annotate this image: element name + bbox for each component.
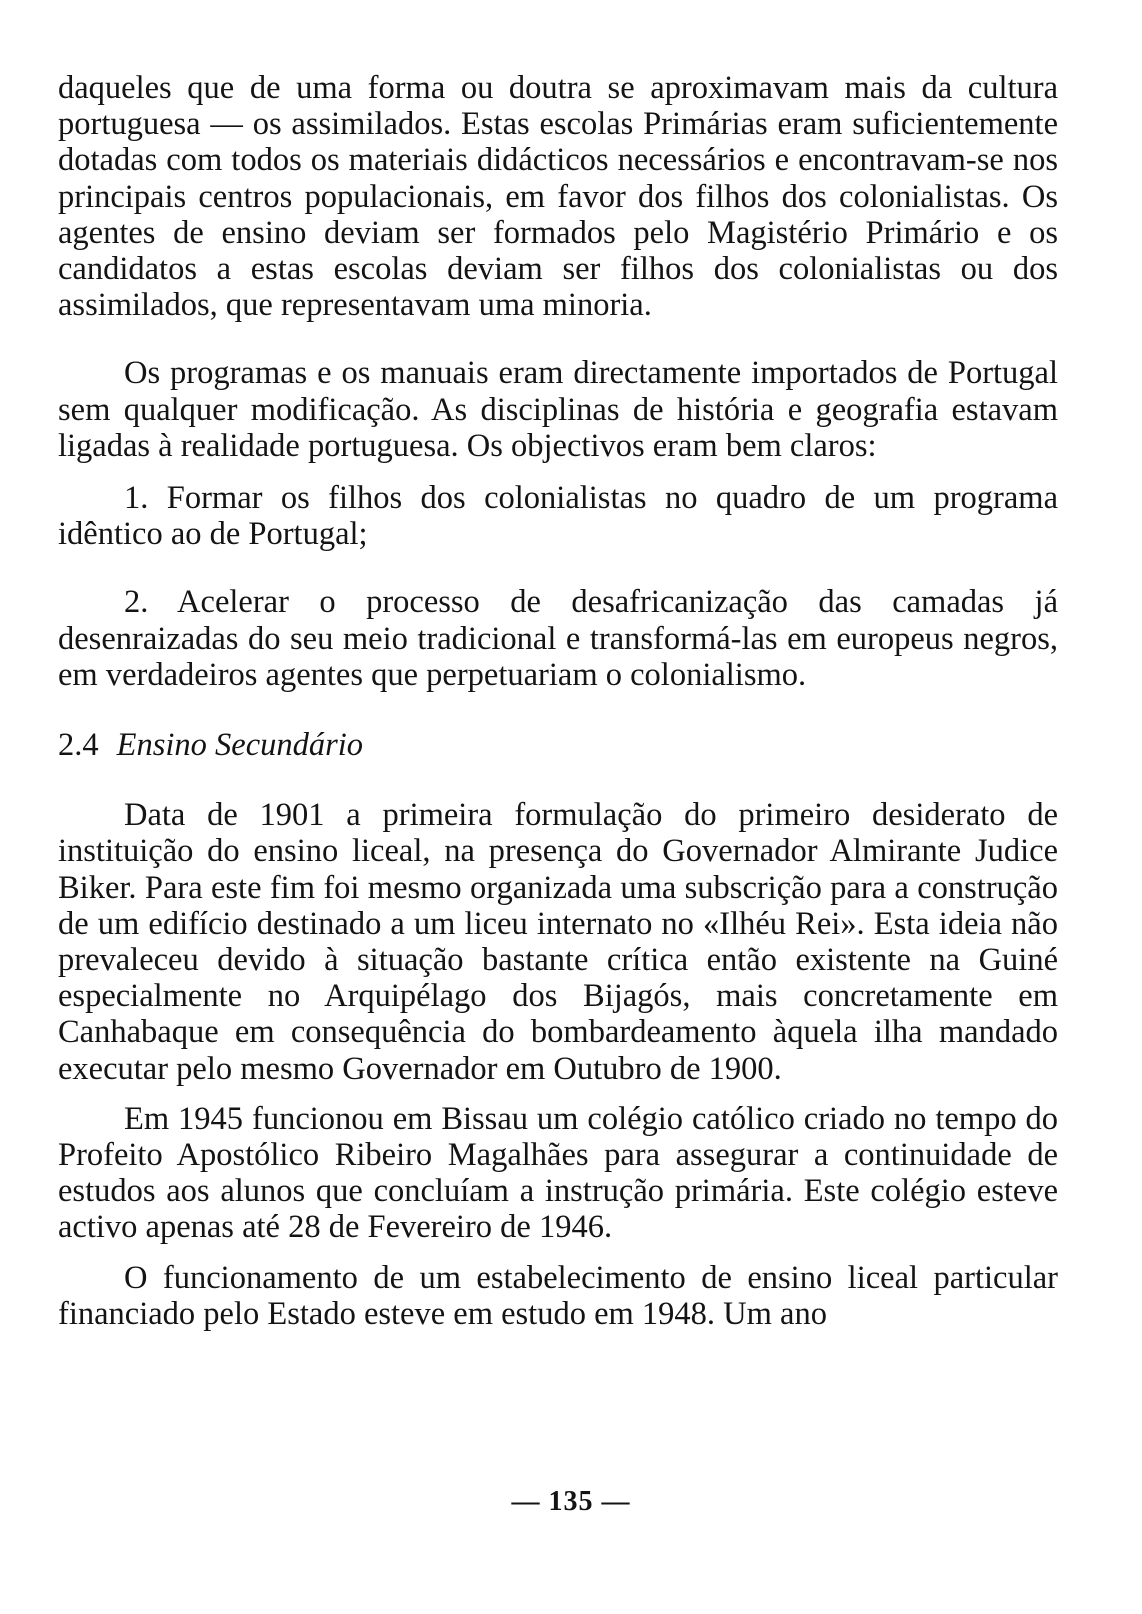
page-number: — 135 — <box>511 1486 631 1517</box>
section-number: 2.4 <box>58 727 99 764</box>
paragraph-4: Em 1945 funcionou em Bissau um colégio católico criado no tempo do Profeito Apostólico Ribeiro Magalhães para assegurar a continuidade de estudos aos alunos que concluíam a instrução primária. Este colégio esteve activo apenas até 28 de Fevereiro de 1946. <box>58 1100 1058 1246</box>
page-body <box>58 70 1058 1332</box>
paragraph-5: O funcionamento de um estabelecimento de ensino liceal particular financiado pelo Estado esteve em estudo em 1948. Um ano <box>58 1259 1058 1332</box>
list-item-2: 2. Acelerar o processo de desafricanização das camadas já desenraizadas do seu meio tradicional e transformá-las em europeus negros, em verdadeiros agentes que perpetuariam o colonialismo. <box>58 584 1058 693</box>
paragraph-2: Os programas e os manuais eram directamente importados de Portugal sem qualquer modificação. As disciplinas de história e geografia estavam ligadas à realidade portuguesa. Os objectivos eram bem claros: <box>58 355 1058 464</box>
paragraph-1: daqueles que de uma forma ou doutra se aproximavam mais da cultura portuguesa — os assimilados. Estas escolas Primárias eram suficientemente dotadas com todos os materiais didácticos necessários e encontravam-se nos principais centros populacionais, em favor dos filhos dos colonialistas. Os agentes de ensino deviam ser formados pelo Magistério Primário e os candidatos a estas escolas deviam ser filhos dos colonialistas ou dos assimilados, que representavam uma minoria. <box>58 70 1058 324</box>
list-item-1: 1. Formar os filhos dos colonialistas no quadro de um programa idêntico ao de Portugal; <box>58 480 1058 553</box>
section-title: Ensino Secundário <box>116 727 364 764</box>
section-heading <box>58 727 1058 763</box>
paragraph-3: Data de 1901 a primeira formulação do primeiro desiderato de instituição do ensino liceal, na presença do Governador Almirante Judice Biker. Para este fim foi mesmo organizada uma subscrição para a construção de um edifício destinado a um liceu internato no «Ilhéu Rei». Esta ideia não prevaleceu devido à situação bastante crítica então existente na Guiné especialmente no Arquipélago dos Bijagós, mais concretamente em Canhabaque em consequência do bombardeamento àquela ilha mandado executar pelo mesmo Governador em Outubro de 1900. <box>58 797 1058 1087</box>
